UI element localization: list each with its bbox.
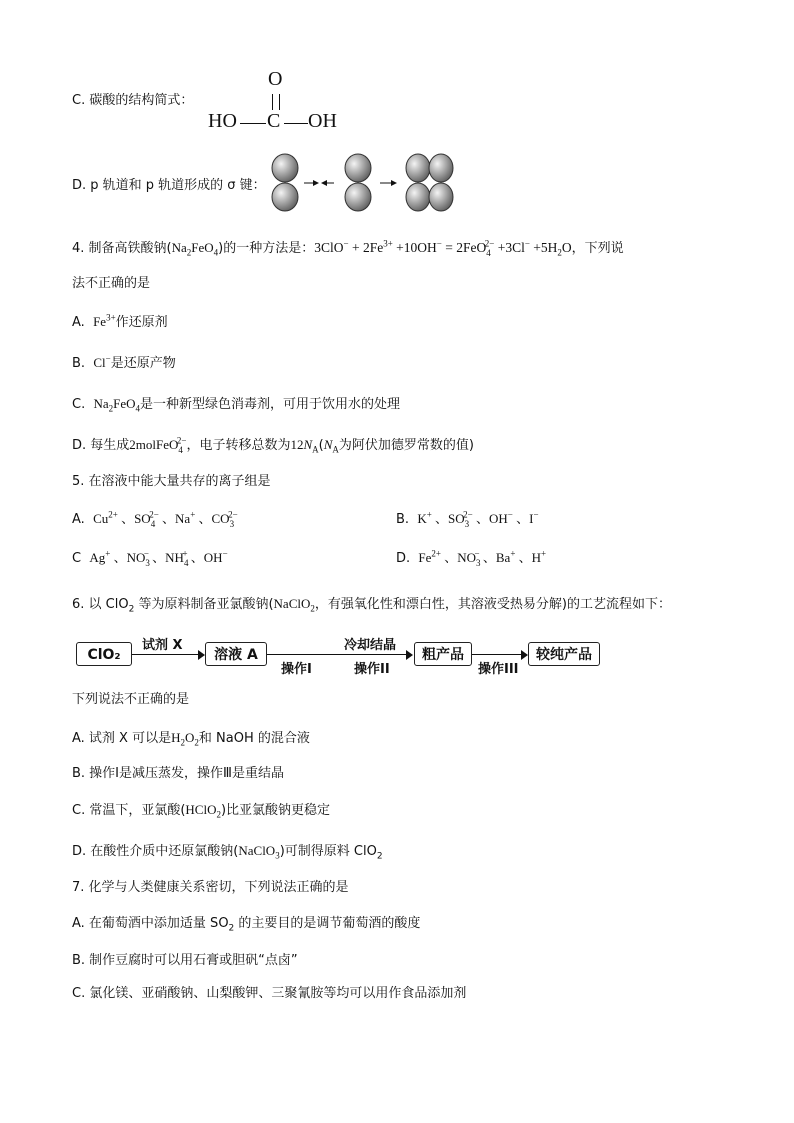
flow-box-solution-a: 溶液 A — [205, 642, 267, 666]
struct-ho: HO — [208, 110, 237, 132]
q5-d-ions: $Fe^{2+}$ 、$NO_3^-$ 、Ba+ 、H+ — [418, 548, 547, 568]
struct-oh: OH — [308, 110, 337, 132]
flow-op2: 操作II — [354, 662, 390, 677]
q6-option-a: A. 试剂 X 可以是$H_2O_2$和 NaOH 的混合液 — [72, 730, 310, 748]
formula-na2feo4-c: $Na_2FeO_4$ — [93, 396, 141, 414]
q3-option-d-label: D. p 轨道和 p 轨道形成的 σ 键： — [72, 178, 266, 193]
q6-option-d: D. 在酸性介质中还原氯酸钠(NaClO$_3$)可制得原料 ClO$_2$ — [72, 843, 383, 862]
flow-box-crude: 粗产品 — [414, 642, 472, 666]
q5-a-ions: $Cu^{2+}$ 、$SO_4^{2-}$ 、Na+ 、$CO_3^{2-}$ — [93, 509, 238, 529]
electron-count: $12N_A$ — [290, 437, 319, 455]
struct-carbon: C — [267, 110, 281, 132]
q4-option-c: C. $Na_2FeO_4$是一种新型绿色消毒剂，可用于饮用水的处理 — [72, 396, 401, 414]
q5-option-b: B. K+ 、$SO_3^{2-}$ 、OH− 、I− — [396, 509, 539, 529]
q7-stem: 7. 化学与人类健康关系密切，下列说法正确的是 — [72, 880, 349, 895]
na-symbol: $N_A$ — [323, 437, 339, 455]
q3-option-c-label: C. 碳酸的结构简式： — [72, 93, 194, 108]
formula-naclo2: NaClO$_2$ — [273, 596, 315, 614]
flow-arrowhead-1-icon — [198, 650, 205, 660]
ion-fe3: $Fe^{3+}$ — [93, 312, 116, 329]
q7-option-a: A. 在葡萄酒中添加适量 $SO_2$ 的主要目的是调节葡萄酒的酸度 — [72, 916, 421, 934]
flow-arrow-2 — [267, 654, 410, 655]
flow-cool: 冷却结晶 — [344, 638, 397, 653]
carbonic-acid-structure — [208, 68, 348, 138]
flow-arrowhead-2-icon — [406, 650, 413, 660]
q4-option-a: A. $Fe^{3+}$作还原剂 — [72, 312, 168, 330]
q7-option-b: B. 制作豆腐时可以用石膏或胆矾“点卤” — [72, 953, 298, 968]
q5-option-a: A. $Cu^{2+}$ 、$SO_4^{2-}$ 、Na+ 、$CO_3^{2-}$ — [72, 509, 238, 529]
flow-arrow-3 — [472, 654, 524, 655]
q5-option-d: D. $Fe^{2+}$ 、$NO_3^-$ 、Ba+ 、H+ — [396, 548, 547, 568]
reaction-equation: $3ClO^- + 2Fe^{3+} +10OH^- = 2FeO_4^{2-} +3Cl^- +5H_2O$ — [314, 238, 572, 258]
single-bond-left — [240, 123, 266, 124]
single-bond-right — [284, 123, 308, 124]
ion-cl: Cl− — [93, 353, 111, 370]
q6-ask: 下列说法不正确的是 — [72, 692, 190, 707]
flow-op3: 操作III — [478, 662, 519, 677]
double-bond — [272, 94, 280, 110]
q5-b-ions: K+ 、$SO_3^{2-}$ 、OH− 、I− — [417, 509, 539, 529]
q6-option-c: C. 常温下，亚氯酸(HClO$_2$)比亚氯酸钠更稳定 — [72, 802, 331, 820]
q6-option-b: B. 操作Ⅰ是减压蒸发，操作Ⅲ是重结晶 — [72, 766, 284, 781]
q5-stem: 5. 在溶液中能大量共存的离子组是 — [72, 474, 271, 489]
q4-stem-line2: 法不正确的是 — [72, 276, 151, 291]
q6-stem: 6. 以 ClO$_2$ 等为原料制备亚氯酸钠(NaClO$_2$，有强氧化性和漂白性，其溶液受热易分解)的工艺流程如下： — [72, 596, 671, 615]
p-orbital-middle-icon — [345, 154, 371, 211]
flow-op1: 操作I — [281, 662, 312, 677]
q5-c-ions: Ag+ 、$NO_3^-$ 、$NH_4^+$ 、OH− — [89, 548, 228, 568]
formula-h2o2: $H_2O_2$ — [171, 730, 199, 748]
q4-option-d: D. 每生成2molFeO$_4^{2-}$，电子转移总数为$12N_A(N_A$为阿伏加德罗常数的值) — [72, 435, 474, 455]
q4-stem-end: ，下列说 — [571, 241, 624, 256]
q4-option-b: B. Cl−是还原产物 — [72, 353, 176, 371]
struct-oxygen: O — [268, 68, 283, 90]
formula-na2feo4: $Na_2FeO_4$ — [171, 240, 219, 258]
q4-stem-mid: )的一种方法是： — [218, 241, 315, 256]
sigma-bond-orbital-icon — [406, 154, 453, 211]
flow-arrowhead-3-icon — [521, 650, 528, 660]
formula-naclo3: NaClO$_3$ — [238, 843, 280, 861]
q7-option-c: C. 氯化镁、亚硝酸钠、山梨酸钾、三聚氰胺等均可以用作食品添加剂 — [72, 986, 467, 1001]
q5-option-c: C Ag+ 、$NO_3^-$ 、$NH_4^+$ 、OH− — [72, 548, 228, 568]
formula-hclo2: HClO$_2$ — [185, 802, 221, 820]
p-orbital-left-icon — [272, 154, 298, 211]
flow-box-pure: 较纯产品 — [528, 642, 600, 666]
flow-box-clo2: ClO₂ — [76, 642, 132, 666]
q4-stem-pre: 4. 制备高铁酸钠( — [72, 241, 172, 256]
flow-reagent-x: 试剂 X — [142, 638, 183, 653]
q4-stem — [72, 238, 624, 259]
process-flow-diagram — [76, 630, 606, 680]
p-orbital-sigma-diagram — [268, 153, 468, 215]
amount-feo4: 2molFeO$_4^{2-}$ — [129, 435, 187, 455]
flow-arrow-1 — [132, 654, 202, 655]
